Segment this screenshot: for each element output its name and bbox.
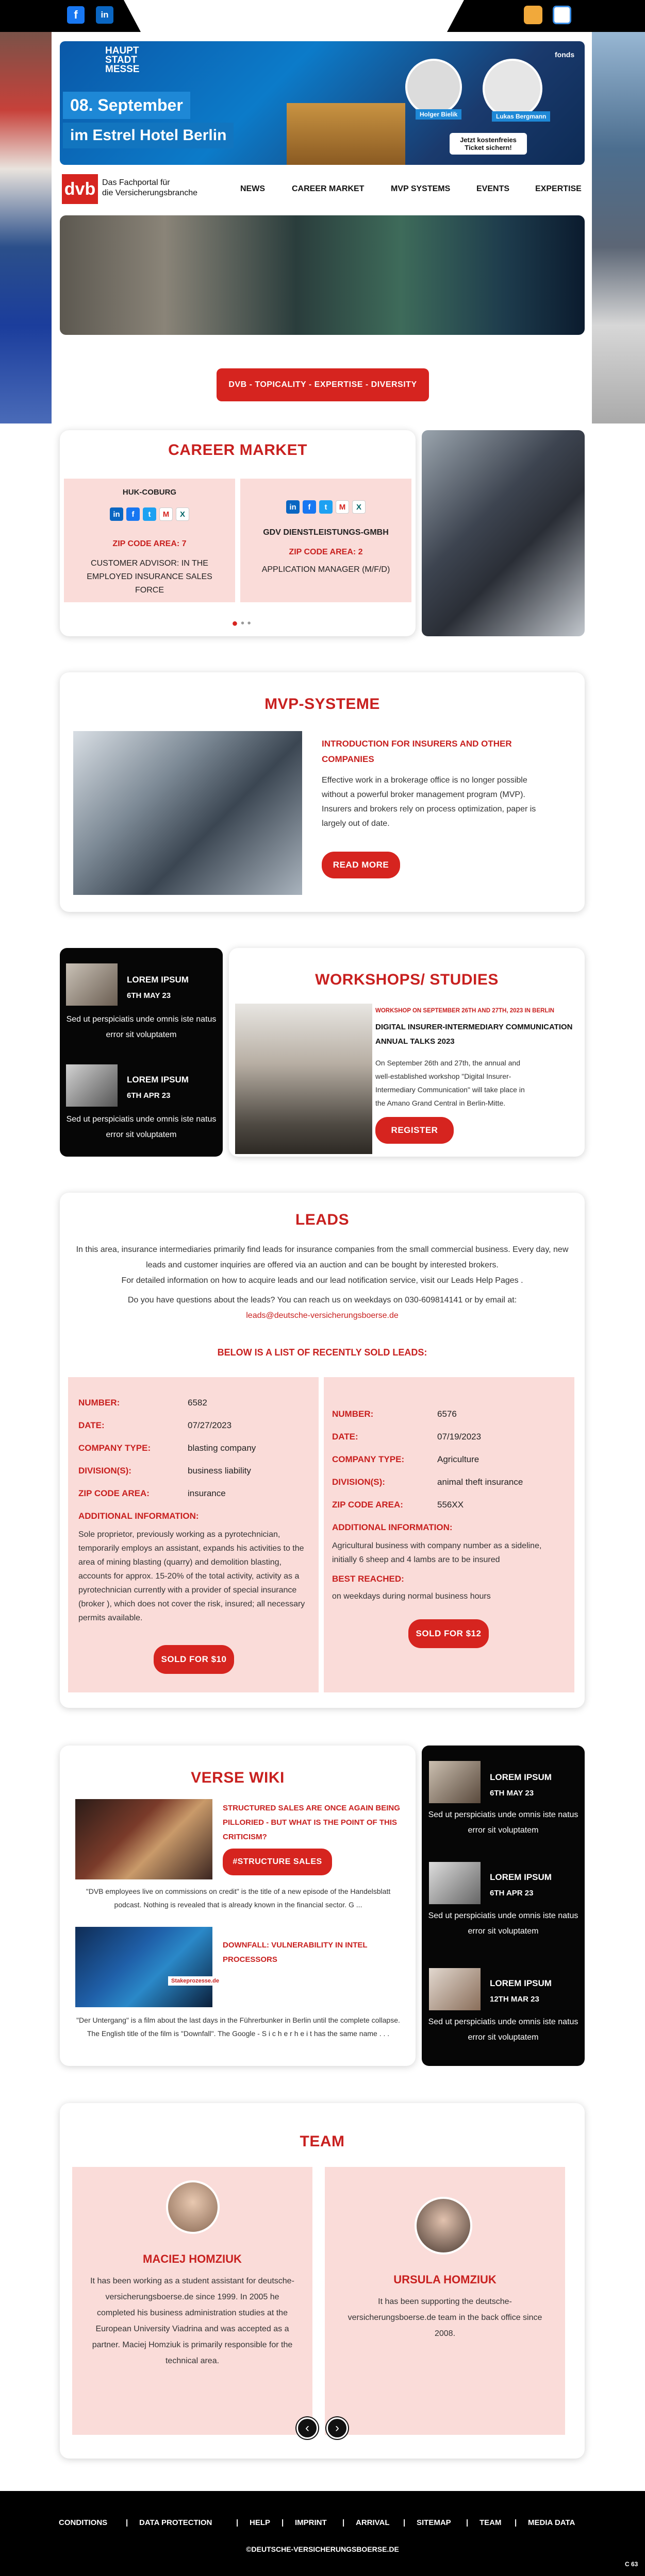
structure-sales-tag[interactable]: #STRUCTURE SALES: [223, 1849, 332, 1875]
footer-link-sitemap[interactable]: SITEMAP: [417, 2518, 451, 2527]
lead-label: DIVISION(S):: [78, 1466, 131, 1476]
facebook-icon[interactable]: f: [67, 6, 85, 24]
footer-separator: |: [126, 2518, 128, 2527]
team-member-bio: It has been working as a student assistant for deutsche-versicherungsboerse.de since 1999. In 2005 he completed his business administration studies at the European University Viadrina and was accepted as a partner. Maciej Homziuk is primarily responsible for the technical area.: [90, 2277, 294, 2365]
footer-separator: |: [403, 2518, 406, 2527]
footer-link-conditions[interactable]: CONDITIONS: [59, 2518, 108, 2527]
wiki-article-2-text: "Der Untergang" is a film about the last days in the Führerbunker in Berlin until the complete collapse. The English title of the film is "Downfall". The Google - S i c h e r h e i t has the same name . . .: [76, 2016, 400, 2038]
news-date: 6TH APR 23: [127, 1091, 171, 1100]
job-2-role: APPLICATION MANAGER (M/F/D): [261, 565, 390, 574]
nav-career-market[interactable]: CAREER MARKET: [292, 184, 365, 193]
share-icons: [64, 507, 235, 521]
footer-link-data-protection[interactable]: DATA PROTECTION: [139, 2518, 212, 2527]
wiki-article-1-title[interactable]: STRUCTURED SALES ARE ONCE AGAIN BEING PILLORIED - BUT WHAT IS THE POINT OF THIS CRITICISM?: [223, 1804, 400, 1841]
speaker-1-name: Holger Bielik: [416, 109, 461, 120]
globe-icon[interactable]: [553, 6, 571, 24]
team-member-card: [72, 2167, 312, 2435]
brandenburg-gate-image: [287, 88, 405, 165]
lead-label: DATE:: [78, 1420, 105, 1430]
huk-logo: HUK-COBURG: [122, 488, 177, 497]
news-sidebar-1: [60, 948, 223, 1157]
news-date: 6TH MAY 23: [490, 1789, 534, 1798]
nav-news[interactable]: NEWS: [240, 184, 265, 193]
lead-card-1: [68, 1377, 319, 1692]
header: [60, 170, 585, 209]
nav-mvp-systems[interactable]: MVP SYSTEMS: [391, 184, 451, 193]
nav-expertise[interactable]: EXPERTISE: [535, 184, 582, 193]
news-thumb[interactable]: [66, 963, 118, 1006]
job-2-zip: ZIP CODE AREA: 2: [289, 548, 363, 556]
footer-link-imprint[interactable]: IMPRINT: [295, 2518, 327, 2527]
wiki-image-1[interactable]: [75, 1799, 212, 1879]
news-date: 6TH APR 23: [490, 1889, 534, 1897]
lead-value: 6582: [188, 1398, 207, 1408]
lead-label: NUMBER:: [78, 1398, 120, 1408]
lead-value: 556XX: [437, 1500, 464, 1510]
news-title[interactable]: LOREM IPSUM: [490, 1978, 552, 1988]
lead-card-2: [324, 1377, 574, 1692]
job-card-2[interactable]: [240, 479, 411, 602]
news-title[interactable]: LOREM IPSUM: [490, 1872, 552, 1882]
banner-venue: im Estrel Hotel Berlin: [63, 123, 234, 148]
side-image-left: [0, 32, 52, 423]
news-text: Sed ut perspiciatis unde omnis iste natus error sit voluptatem: [428, 1810, 578, 1835]
lead-label: ADDITIONAL INFORMATION:: [332, 1522, 453, 1532]
news-title[interactable]: LOREM IPSUM: [127, 975, 189, 985]
lead-best-reached: on weekdays during normal business hours: [332, 1592, 491, 1601]
team-card: [60, 2103, 585, 2459]
sold-button[interactable]: SOLD FOR $12: [408, 1619, 489, 1648]
sold-leads-heading: BELOW IS A LIST OF RECENTLY SOLD LEADS:: [217, 1347, 427, 1358]
footer-separator: |: [342, 2518, 345, 2527]
lead-label: ZIP CODE AREA:: [78, 1488, 150, 1498]
workshop-image: [235, 1004, 372, 1154]
site-logo[interactable]: dvb: [62, 174, 98, 204]
linkedin-share-icon[interactable]: in: [286, 500, 300, 514]
linkedin-icon[interactable]: in: [96, 6, 113, 24]
lead-label: COMPANY TYPE:: [332, 1454, 405, 1464]
lead-label: DATE:: [332, 1432, 358, 1442]
lead-label: DIVISION(S):: [332, 1477, 385, 1487]
lead-label: COMPANY TYPE:: [78, 1443, 151, 1453]
footer-separator: |: [236, 2518, 239, 2527]
mvp-subtitle: INTRODUCTION FOR INSURERS AND OTHER COMPANIES: [322, 739, 512, 764]
leads-intro: In this area, insurance intermediaries primarily find leads for insurance companies from the small commercial business. Every day, new leads and customer inquiries are offered via an auction and can be bought by interested brokers.: [76, 1245, 569, 1269]
lead-label: BEST REACHED:: [332, 1574, 404, 1584]
footer-link-help[interactable]: HELP: [250, 2518, 271, 2527]
job-card-1[interactable]: [64, 479, 235, 602]
mvp-image: [73, 731, 302, 895]
news-thumb[interactable]: [429, 1862, 481, 1904]
lead-value: business liability: [188, 1466, 251, 1476]
twitter-share-icon[interactable]: t: [319, 500, 333, 514]
facebook-share-icon[interactable]: f: [303, 500, 316, 514]
hero-image: [60, 215, 585, 335]
mail-share-icon[interactable]: M: [159, 507, 173, 521]
linkedin-share-icon[interactable]: in: [110, 507, 123, 521]
footer-separator: |: [282, 2518, 284, 2527]
workshops-card: [229, 948, 585, 1157]
lead-additional-info: Agricultural business with company number as a sideline, initially 6 sheep and 4 lambs are to be insured: [332, 1541, 542, 1564]
lead-value: insurance: [188, 1488, 226, 1498]
news-text: Sed ut perspiciatis unde omnis iste natus error sit voluptatem: [428, 1911, 578, 1936]
news-title[interactable]: LOREM IPSUM: [127, 1075, 189, 1084]
news-sidebar-2: [422, 1745, 585, 2066]
team-member-name: MACIEJ HOMZIUK: [143, 2252, 242, 2265]
mvp-title: MVP-SYSTEME: [264, 696, 380, 713]
leads-title: LEADS: [295, 1211, 350, 1228]
sold-button[interactable]: SOLD FOR $10: [154, 1645, 234, 1674]
wiki-image-2-logo: Stakeprozesse.de: [168, 1976, 222, 1986]
job-1-role: CUSTOMER ADVISOR: IN THE EMPLOYED INSURANCE SALES FORCE: [87, 559, 212, 595]
nav-events[interactable]: EVENTS: [476, 184, 510, 193]
logo-tagline-1: Das Fachportal für: [102, 178, 170, 187]
leads-contact: Do you have questions about the leads? You can reach us on weekdays on 030-609814141 or by email at:: [127, 1296, 517, 1304]
twitter-share-icon[interactable]: t: [143, 507, 156, 521]
speaker-2-avatar: [483, 59, 542, 118]
team-member-card: [325, 2167, 565, 2435]
lead-additional-info: Sole proprietor, previously working as a pyrotechnician, temporarily employs an assistant, expands his activities to the area of mining blasting (quarry) and demolition blasting, accounts for approx. 15-20% of the total activity, activity as a pyrotechnician currently with a provider of special insurance (broker ), which does not cover the risk, insured; all necessary permits available.: [78, 1530, 305, 1622]
career-market-title: CAREER MARKET: [168, 442, 307, 459]
lead-value: Agriculture: [437, 1454, 479, 1464]
next-arrow-icon[interactable]: ›: [326, 2417, 348, 2439]
team-title: TEAM: [300, 2133, 345, 2150]
wiki-article-1-text: "DVB employees live on commissions on credit" is the title of a new episode of the Handelsblatt podcast. Nothing is revealed that is already known in the financial sector. G ...: [86, 1887, 391, 1909]
news-date: 6TH MAY 23: [127, 991, 171, 1000]
read-more-button[interactable]: READ MORE: [322, 852, 400, 878]
ticket-button[interactable]: Jetzt kostenfreies Ticket sichern!: [450, 133, 527, 155]
xing-share-icon[interactable]: X: [352, 500, 366, 514]
team-member-bio: It has been supporting the deutsche-versicherungsboerse.de team in the back office since 2008.: [348, 2297, 542, 2338]
workshop-kicker: WORKSHOP ON SEPTEMBER 26TH AND 27TH, 2023 IN BERLIN: [375, 1008, 554, 1014]
lead-value: blasting company: [188, 1443, 256, 1453]
leads-email-link[interactable]: leads@deutsche-versicherungsboerse.de: [246, 1311, 399, 1320]
team-avatar: [415, 2197, 472, 2255]
mail-share-icon[interactable]: M: [336, 500, 349, 514]
facebook-share-icon[interactable]: f: [126, 507, 140, 521]
footer-link-arrival[interactable]: ARRIVAL: [356, 2518, 390, 2527]
speaker-2-name: Lukas Bergmann: [492, 111, 550, 122]
event-banner[interactable]: [60, 41, 585, 165]
footer-link-team[interactable]: TEAM: [479, 2518, 502, 2527]
banner-date: 08. September: [63, 92, 190, 119]
logo-tagline-2: die Versicherungsbranche: [102, 189, 198, 197]
career-image: [422, 430, 585, 636]
lead-label: ADDITIONAL INFORMATION:: [78, 1511, 199, 1521]
wiki-article-2-title[interactable]: DOWNFALL: VULNERABILITY IN INTEL PROCESSORS: [223, 1941, 368, 1964]
user-icon[interactable]: [524, 6, 542, 24]
register-button[interactable]: REGISTER: [375, 1117, 454, 1144]
team-member-name: URSULA HOMZIUK: [393, 2273, 497, 2286]
news-text: Sed ut perspiciatis unde omnis iste natus error sit voluptatem: [66, 1115, 217, 1139]
lead-label: ZIP CODE AREA:: [332, 1500, 403, 1510]
news-title[interactable]: LOREM IPSUM: [490, 1772, 552, 1782]
career-market-card: [60, 430, 416, 636]
job-2-company: GDV DIENSTLEISTUNGS-GMBH: [263, 528, 389, 537]
lead-value: 07/27/2023: [188, 1420, 232, 1430]
news-thumb[interactable]: [429, 1968, 481, 2010]
prev-arrow-icon[interactable]: ‹: [296, 2417, 318, 2439]
workshop-headline: DIGITAL INSURER-INTERMEDIARY COMMUNICATION ANNUAL TALKS 2023: [375, 1023, 573, 1046]
workshops-title: WORKSHOPS/ STUDIES: [315, 971, 499, 988]
footer-separator: |: [466, 2518, 469, 2527]
speaker-1-avatar: [405, 59, 462, 115]
wiki-card: [60, 1745, 416, 2066]
wiki-title: VERSE WIKI: [191, 1769, 285, 1786]
news-thumb[interactable]: [429, 1761, 481, 1803]
news-text: Sed ut perspiciatis unde omnis iste natus error sit voluptatem: [66, 1015, 217, 1039]
news-thumb[interactable]: [66, 1064, 118, 1107]
lead-value: 6576: [437, 1409, 457, 1419]
carousel-dots[interactable]: ● • •: [231, 618, 251, 629]
tagline-button[interactable]: DVB - TOPICALITY - EXPERTISE - DIVERSITY: [217, 368, 429, 401]
mvp-card: [60, 672, 585, 912]
lead-value: 07/19/2023: [437, 1432, 482, 1442]
footer-copyright: ©DEUTSCHE-VERSICHERUNGSBOERSE.DE: [246, 2545, 399, 2553]
side-image-right: [592, 32, 645, 423]
footer-link-media-data[interactable]: MEDIA DATA: [528, 2518, 575, 2527]
job-1-zip: ZIP CODE AREA: 7: [112, 539, 187, 548]
banner-brand: HAUPT STADT MESSE: [105, 45, 140, 75]
lead-label: NUMBER:: [332, 1409, 374, 1419]
leads-help[interactable]: For detailed information on how to acquire leads and our lead notification service, visit our Leads Help Pages .: [121, 1276, 523, 1285]
lead-value: animal theft insurance: [437, 1477, 523, 1487]
news-date: 12TH MAR 23: [490, 1995, 539, 2004]
footer: [0, 2491, 645, 2576]
share-icons-2: [240, 500, 411, 514]
wiki-image-2[interactable]: [75, 1927, 212, 2007]
footer-separator: |: [515, 2518, 517, 2527]
leads-card: [60, 1193, 585, 1708]
banner-logo: fonds: [555, 50, 575, 59]
xing-share-icon[interactable]: X: [176, 507, 189, 521]
news-text: Sed ut perspiciatis unde omnis iste natus error sit voluptatem: [428, 2018, 578, 2042]
workshop-body: On September 26th and 27th, the annual and well-established workshop "Digital Insurer-Intermediary Communication" will take place in the Amano Grand Central in Berlin-Mitte.: [375, 1059, 525, 1107]
top-bar-notch: [124, 0, 464, 32]
team-avatar: [166, 2180, 220, 2234]
footer-corner-badge: C 63: [625, 2561, 638, 2568]
mvp-body: Effective work in a brokerage office is no longer possible without a powerful broker management program (MVP). Insurers and brokers rely on process optimization, paper is largely out of date.: [322, 776, 536, 828]
